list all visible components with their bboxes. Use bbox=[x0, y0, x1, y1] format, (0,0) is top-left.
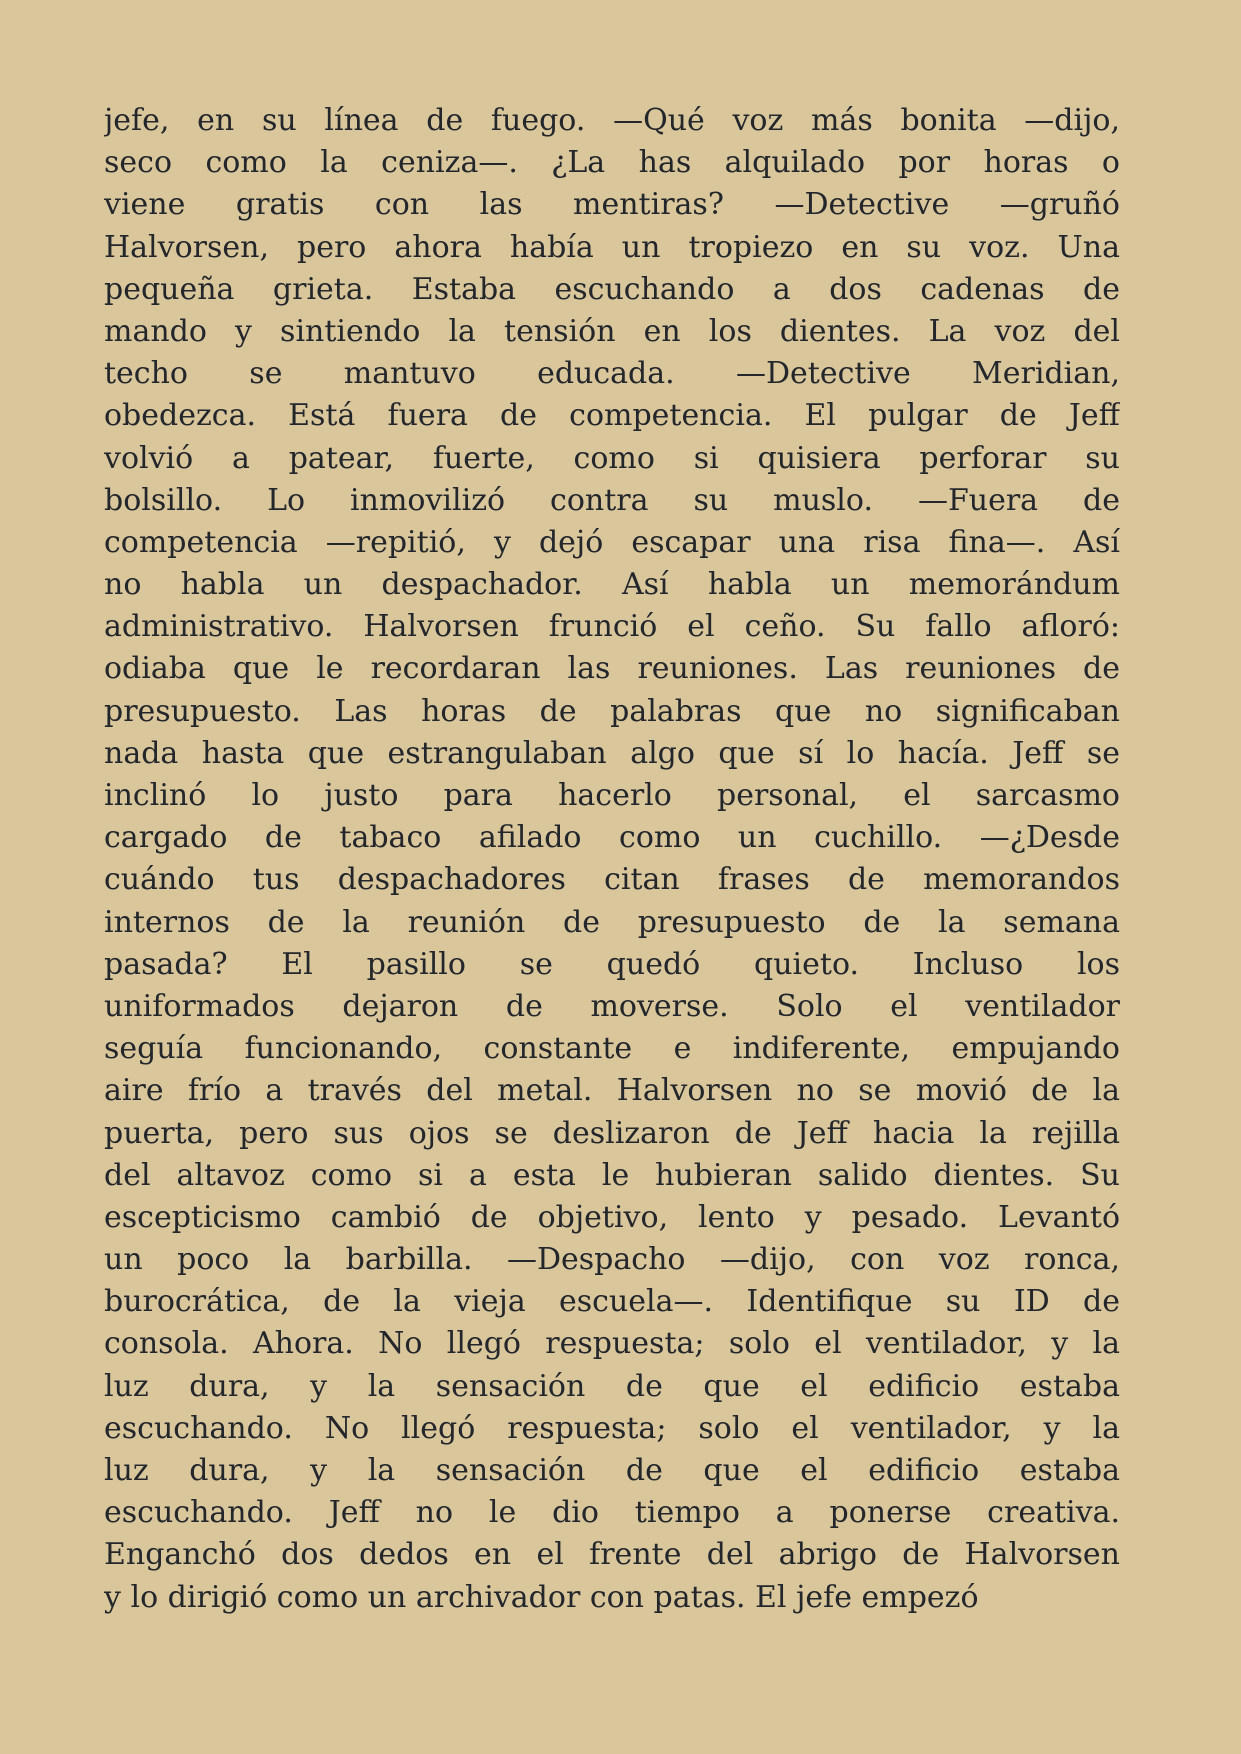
text-line: mando y sintiendo la tensión en los dientes. La voz del bbox=[104, 313, 1120, 349]
text-line: no habla un despachador. Así habla un memorándum bbox=[104, 567, 1120, 603]
text-line: seco como la ceniza—. ¿La has alquilado por horas o bbox=[104, 145, 1120, 181]
text-line: cargado de tabaco afilado como un cuchillo. —¿Desde bbox=[104, 820, 1120, 856]
text-line: obedezca. Está fuera de competencia. El pulgar de Jeff bbox=[104, 398, 1120, 434]
text-line: pequeña grieta. Estaba escuchando a dos cadenas de bbox=[104, 271, 1120, 307]
text-line: internos de la reunión de presupuesto de la semana bbox=[104, 904, 1120, 940]
text-line: administrativo. Halvorsen frunció el ceño. Su fallo afloró: bbox=[104, 609, 1120, 645]
text-line: del altavoz como si a esta le hubieran salido dientes. Su bbox=[104, 1157, 1120, 1193]
body-text bbox=[104, 100, 1120, 1619]
text-line: puerta, pero sus ojos se deslizaron de Jeff hacia la rejilla bbox=[104, 1115, 1120, 1151]
text-line: volvió a patear, fuerte, como si quisiera perforar su bbox=[104, 440, 1120, 476]
text-line: uniformados dejaron de moverse. Solo el ventilador bbox=[104, 988, 1120, 1024]
text-line: escepticismo cambió de objetivo, lento y pesado. Levantó bbox=[104, 1199, 1120, 1235]
text-line: cuándo tus despachadores citan frases de memorandos bbox=[104, 862, 1120, 898]
text-line: escuchando. Jeff no le dio tiempo a ponerse creativa. bbox=[104, 1495, 1120, 1531]
text-line: consola. Ahora. No llegó respuesta; solo el ventilador, y la bbox=[104, 1326, 1120, 1362]
text-line: viene gratis con las mentiras? —Detective —gruñó bbox=[104, 187, 1120, 223]
text-line: escuchando. No llegó respuesta; solo el ventilador, y la bbox=[104, 1410, 1120, 1446]
text-line: techo se mantuvo educada. —Detective Meridian, bbox=[104, 356, 1120, 392]
text-line: Enganchó dos dedos en el frente del abrigo de Halvorsen bbox=[104, 1537, 1120, 1573]
text-line: y lo dirigió como un archivador con patas. El jefe empezó bbox=[104, 1579, 979, 1615]
text-line: luz dura, y la sensación de que el edificio estaba bbox=[104, 1368, 1120, 1404]
text-line: jefe, en su línea de fuego. —Qué voz más bonita —dijo, bbox=[104, 103, 1120, 138]
text-line: bolsillo. Lo inmovilizó contra su muslo. —Fuera de bbox=[104, 482, 1120, 518]
text-line: nada hasta que estrangulaban algo que sí lo hacía. Jeff se bbox=[104, 735, 1120, 771]
text-line: presupuesto. Las horas de palabras que no significaban bbox=[104, 693, 1120, 729]
text-line: competencia —repitió, y dejó escapar una risa fina—. Así bbox=[104, 524, 1120, 560]
text-line: seguía funcionando, constante e indiferente, empujando bbox=[104, 1031, 1120, 1067]
text-line: burocrática, de la vieja escuela—. Identifique su ID de bbox=[104, 1284, 1120, 1320]
text-line: odiaba que le recordaran las reuniones. Las reuniones de bbox=[104, 651, 1120, 687]
text-line: inclinó lo justo para hacerlo personal, el sarcasmo bbox=[104, 778, 1120, 813]
text-line: pasada? El pasillo se quedó quieto. Incluso los bbox=[104, 946, 1120, 982]
text-line: luz dura, y la sensación de que el edificio estaba bbox=[104, 1453, 1120, 1488]
text-line: aire frío a través del metal. Halvorsen no se movió de la bbox=[104, 1073, 1120, 1109]
text-line: Halvorsen, pero ahora había un tropiezo en su voz. Una bbox=[104, 229, 1120, 265]
text-line: un poco la barbilla. —Despacho —dijo, con voz ronca, bbox=[104, 1242, 1120, 1278]
